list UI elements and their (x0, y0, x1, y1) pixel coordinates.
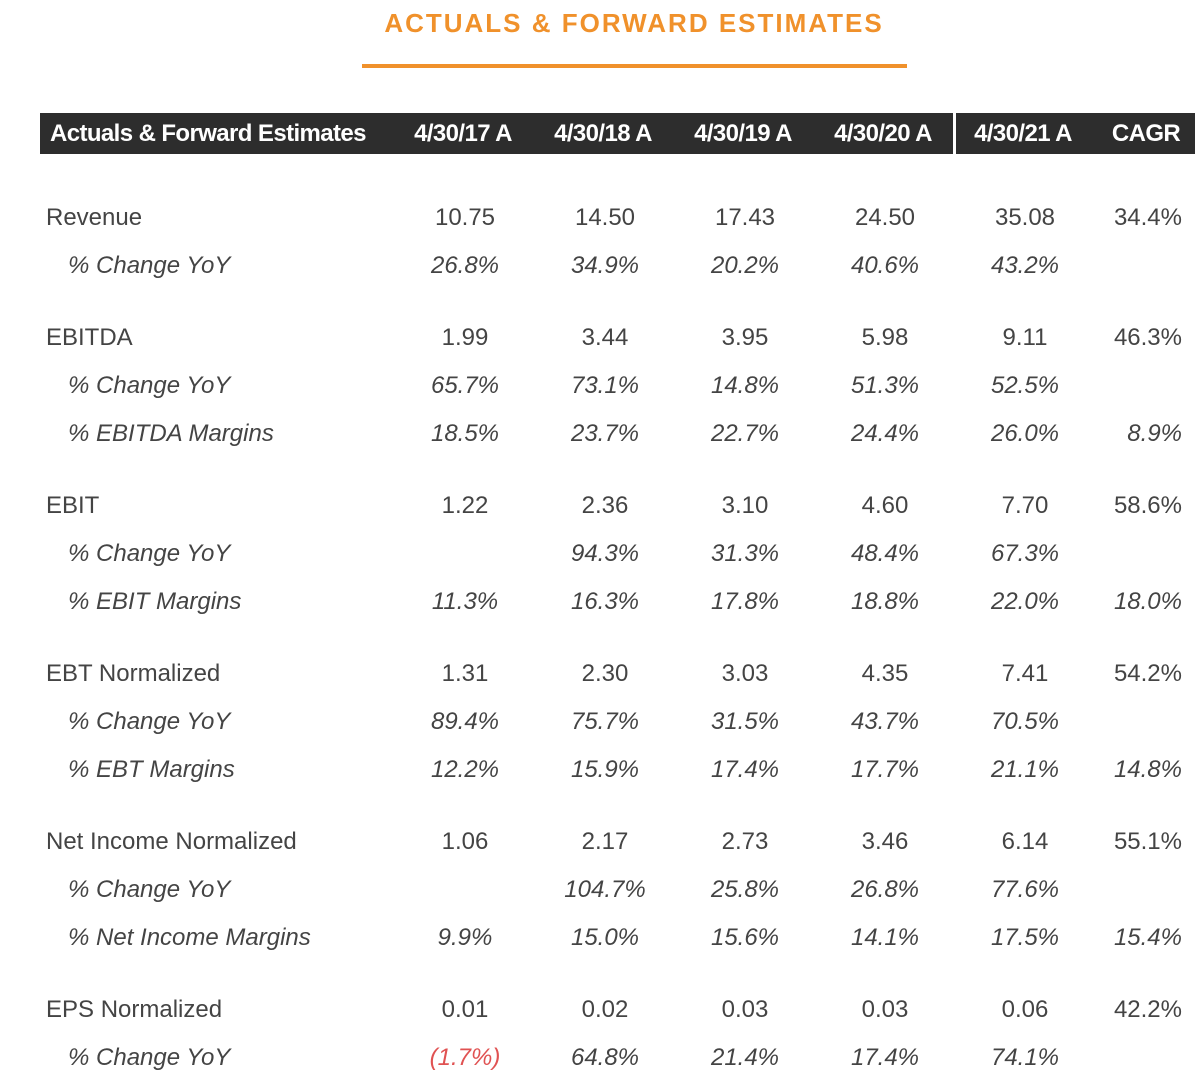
row-label: EPS Normalized (46, 996, 223, 1023)
header-cagr: CAGR (1111, 120, 1181, 147)
table-row (0, 578, 1200, 626)
value-cell: 17.4% (710, 756, 780, 783)
value-cell: 1.31 (441, 660, 489, 687)
cagr-cell: 42.2% (1113, 996, 1182, 1023)
value-cell: 23.7% (570, 420, 640, 447)
table-row (0, 242, 1200, 290)
table-row (0, 818, 1200, 866)
value-cell: 75.7% (570, 708, 640, 735)
value-cell: 14.50 (574, 204, 636, 231)
value-cell: 18.8% (850, 588, 920, 615)
header-fy2020: 4/30/20 A (834, 120, 932, 147)
value-cell: 15.9% (570, 756, 640, 783)
value-cell: 24.50 (854, 204, 916, 231)
value-cell: 25.8% (710, 876, 780, 903)
value-cell: 74.1% (990, 1044, 1060, 1071)
table-row (0, 410, 1200, 458)
value-cell: 24.4% (850, 420, 920, 447)
value-cell: 73.1% (570, 372, 640, 399)
value-cell: 26.8% (850, 876, 920, 903)
value-cell: 22.0% (990, 588, 1060, 615)
value-cell: 1.06 (441, 828, 489, 855)
value-cell: 9.9% (437, 924, 493, 951)
header-fy2018: 4/30/18 A (554, 120, 652, 147)
row-label: % EBT Margins (68, 756, 235, 783)
value-cell: 0.03 (721, 996, 769, 1023)
value-cell: 48.4% (850, 540, 920, 567)
value-cell: 104.7% (564, 876, 646, 903)
value-cell: 5.98 (861, 324, 909, 351)
row-label: % Change YoY (68, 252, 231, 279)
value-cell: 26.8% (430, 252, 500, 279)
row-label: % Change YoY (68, 1044, 231, 1071)
row-label: % Change YoY (68, 876, 231, 903)
value-cell: 9.11 (1002, 324, 1048, 351)
value-cell: 35.08 (994, 204, 1056, 231)
table-row (0, 530, 1200, 578)
value-cell: 14.8% (710, 372, 780, 399)
value-cell: 40.6% (850, 252, 920, 279)
title-underline (362, 64, 907, 68)
row-label: % Change YoY (68, 372, 231, 399)
value-cell: 11.3% (431, 588, 499, 615)
row-label: % Change YoY (68, 708, 231, 735)
cagr-cell: 58.6% (1113, 492, 1182, 519)
value-cell: 67.3% (990, 540, 1060, 567)
value-cell: 21.4% (710, 1044, 780, 1071)
value-cell: 17.5% (990, 924, 1060, 951)
value-cell: 1.22 (441, 492, 489, 519)
value-cell: 7.41 (1001, 660, 1049, 687)
value-cell: 17.8% (710, 588, 780, 615)
row-label: Net Income Normalized (46, 828, 297, 855)
cagr-cell: 54.2% (1113, 660, 1182, 687)
value-cell: (1.7%) (429, 1044, 501, 1071)
table-row (0, 1034, 1200, 1082)
cagr-cell: 55.1% (1113, 828, 1182, 855)
header-label: Actuals & Forward Estimates (50, 120, 366, 147)
value-cell: 12.2% (430, 756, 500, 783)
value-cell: 10.75 (434, 204, 496, 231)
value-cell: 15.0% (570, 924, 640, 951)
value-cell: 14.1% (850, 924, 920, 951)
row-label: Revenue (46, 204, 143, 231)
table-row (0, 866, 1200, 914)
value-cell: 2.17 (581, 828, 629, 855)
value-cell: 1.99 (441, 324, 489, 351)
value-cell: 17.7% (850, 756, 920, 783)
page-title: ACTUALS & FORWARD ESTIMATES (384, 8, 884, 38)
value-cell: 4.35 (861, 660, 909, 687)
table-row (0, 698, 1200, 746)
row-label: % EBITDA Margins (68, 420, 274, 447)
table-row (0, 194, 1200, 242)
cagr-cell: 8.9% (1127, 420, 1182, 447)
header-fy2017: 4/30/17 A (414, 120, 512, 147)
value-cell: 31.3% (710, 540, 780, 567)
value-cell: 0.06 (1001, 996, 1049, 1023)
table-row (0, 914, 1200, 962)
value-cell: 3.95 (721, 324, 769, 351)
value-cell: 17.4% (850, 1044, 920, 1071)
row-label: % Change YoY (68, 540, 231, 567)
value-cell: 16.3% (570, 588, 640, 615)
value-cell: 89.4% (430, 708, 500, 735)
value-cell: 0.01 (441, 996, 489, 1023)
table-row (0, 482, 1200, 530)
row-label: EBIT (46, 492, 100, 519)
value-cell: 0.03 (861, 996, 909, 1023)
value-cell: 6.14 (1001, 828, 1049, 855)
value-cell: 26.0% (990, 420, 1060, 447)
table-row (0, 650, 1200, 698)
row-label: % Net Income Margins (68, 924, 311, 951)
header-fy2019: 4/30/19 A (694, 120, 792, 147)
table-row (0, 986, 1200, 1034)
value-cell: 77.6% (990, 876, 1060, 903)
row-label: % EBIT Margins (68, 588, 242, 615)
value-cell: 21.1% (990, 756, 1060, 783)
value-cell: 43.2% (990, 252, 1060, 279)
header-divider (953, 113, 956, 154)
value-cell: 4.60 (861, 492, 909, 519)
value-cell: 31.5% (710, 708, 780, 735)
cagr-cell: 18.0% (1113, 588, 1182, 615)
row-label: EBT Normalized (46, 660, 221, 687)
value-cell: 64.8% (570, 1044, 640, 1071)
cagr-cell: 14.8% (1113, 756, 1182, 783)
value-cell: 7.70 (1001, 492, 1049, 519)
value-cell: 3.10 (721, 492, 769, 519)
value-cell: 52.5% (990, 372, 1060, 399)
header-fy2021: 4/30/21 A (974, 120, 1072, 147)
row-label: EBITDA (46, 324, 133, 351)
value-cell: 20.2% (710, 252, 780, 279)
value-cell: 43.7% (850, 708, 920, 735)
cagr-cell: 46.3% (1113, 324, 1182, 351)
value-cell: 70.5% (990, 708, 1060, 735)
value-cell: 3.44 (581, 324, 629, 351)
table-header (40, 113, 1195, 154)
table-row (0, 362, 1200, 410)
value-cell: 2.30 (581, 660, 629, 687)
value-cell: 22.7% (710, 420, 780, 447)
value-cell: 15.6% (710, 924, 780, 951)
value-cell: 65.7% (430, 372, 500, 399)
value-cell: 94.3% (570, 540, 640, 567)
value-cell: 3.46 (861, 828, 909, 855)
value-cell: 17.43 (714, 204, 776, 231)
value-cell: 18.5% (430, 420, 500, 447)
cagr-cell: 34.4% (1113, 204, 1182, 231)
value-cell: 2.36 (581, 492, 629, 519)
table-row (0, 314, 1200, 362)
cagr-cell: 15.4% (1113, 924, 1182, 951)
value-cell: 34.9% (570, 252, 640, 279)
value-cell: 3.03 (721, 660, 769, 687)
value-cell: 0.02 (581, 996, 629, 1023)
value-cell: 2.73 (721, 828, 769, 855)
value-cell: 51.3% (850, 372, 920, 399)
table-row (0, 746, 1200, 794)
